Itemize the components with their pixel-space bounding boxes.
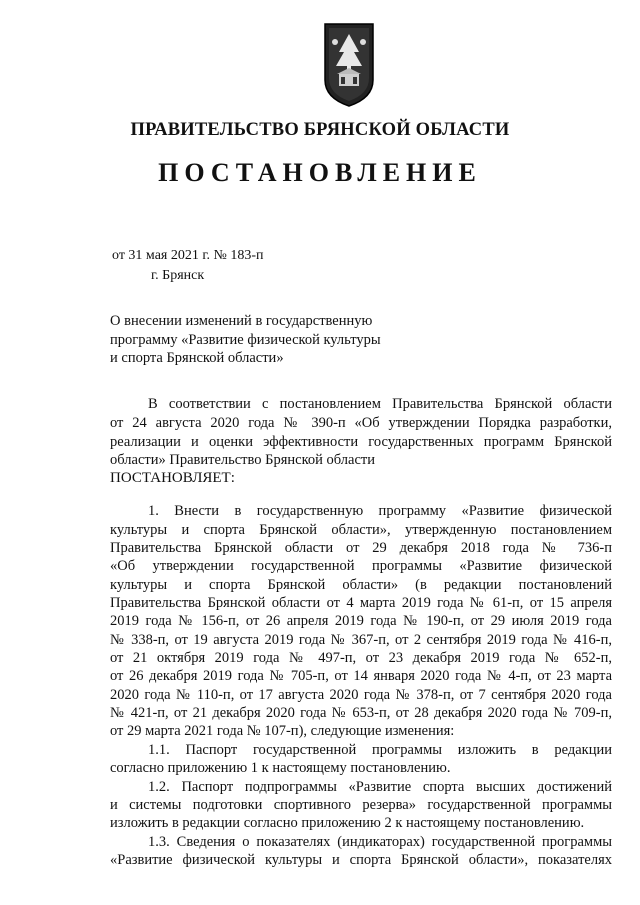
- item1-line: культуры и спорта Брянской области» (в редакции постановлений: [110, 577, 612, 593]
- subject-line: и спорта Брянской области»: [110, 350, 284, 366]
- preamble-line: реализации и оценки эффективности государственных программ Брянской: [110, 434, 612, 450]
- item1-line: культуры и спорта Брянской области», утвержденную постановлением: [110, 522, 612, 538]
- subject-line: программу «Развитие физической культуры: [110, 331, 381, 348]
- item1-line: № 421-п, от 21 декабря 2020 года № 653-п, от 28 декабря 2020 года № 709-п,: [110, 705, 612, 721]
- item1-1-line: 1.1. Паспорт государственной программы изложить в редакции: [148, 742, 612, 758]
- item1-line: Правительства Брянской области от 29 декабря 2018 года № 736-п: [110, 540, 612, 556]
- preamble-line: В соответствии с постановлением Правительства Брянской области: [148, 396, 612, 412]
- document-subject: [110, 312, 410, 368]
- date-number-line: от 31 мая 2021 г. № 183-п: [112, 248, 264, 263]
- item1-3-line: «Развитие физической культуры и спорта Брянской области», показателях: [110, 852, 612, 868]
- item1-line: «Об утверждении государственной программы «Развитие физической: [110, 558, 612, 574]
- coat-of-arms-icon: [323, 22, 375, 108]
- item1-line: от 21 октября 2019 года № 497-п, от 23 декабря 2019 года № 652-п,: [110, 650, 612, 666]
- document-type-title: ПОСТАНОВЛЕНИЕ: [158, 158, 482, 187]
- item1-line: от 26 декабря 2019 года № 705-п, от 14 января 2020 года № 4-п, от 23 марта: [110, 668, 612, 684]
- item1-line: Правительства Брянской области от 4 марта 2019 года № 61-п, от 15 апреля: [110, 595, 612, 611]
- item1-line: от 29 марта 2021 года № 107-п), следующие изменения:: [110, 723, 455, 739]
- resolves-word: ПОСТАНОВЛЯЕТ:: [110, 470, 235, 486]
- item1-line: № 338-п, от 19 августа 2019 года № 367-п, от 2 сентября 2019 года № 416-п,: [110, 632, 612, 648]
- item1-2-line: 1.2. Паспорт подпрограммы «Развитие спорта высших достижений: [148, 779, 612, 795]
- item1-1-line: согласно приложению 1 к настоящему постановлению.: [110, 760, 451, 776]
- item1-2-line: изложить в редакции согласно приложению 2 к настоящему постановлению.: [110, 815, 585, 831]
- preamble-line: области» Правительство Брянской области: [110, 452, 375, 468]
- item1-line: 2019 года № 156-п, от 26 апреля 2019 года № 190-п, от 29 июля 2019 года: [110, 613, 612, 629]
- item1-line: 1. Внести в государственную программу «Развитие физической: [148, 503, 612, 519]
- organization-title: ПРАВИТЕЛЬСТВО БРЯНСКОЙ ОБЛАСТИ: [130, 120, 510, 140]
- item1-line: 2020 года № 110-п, от 17 августа 2020 года № 378-п, от 7 сентября 2020 года: [110, 687, 612, 703]
- preamble-line: от 24 августа 2020 года № 390-п «Об утверждении Порядка разработки,: [110, 415, 612, 431]
- city-label: г. Брянск: [151, 268, 205, 283]
- subject-line: О внесении изменений в государственную: [110, 313, 373, 329]
- item1-3-line: 1.3. Сведения о показателях (индикаторах) государственной программы: [148, 834, 612, 850]
- item1-2-line: и системы подготовки спортивного резерва» государственной программы: [110, 797, 612, 813]
